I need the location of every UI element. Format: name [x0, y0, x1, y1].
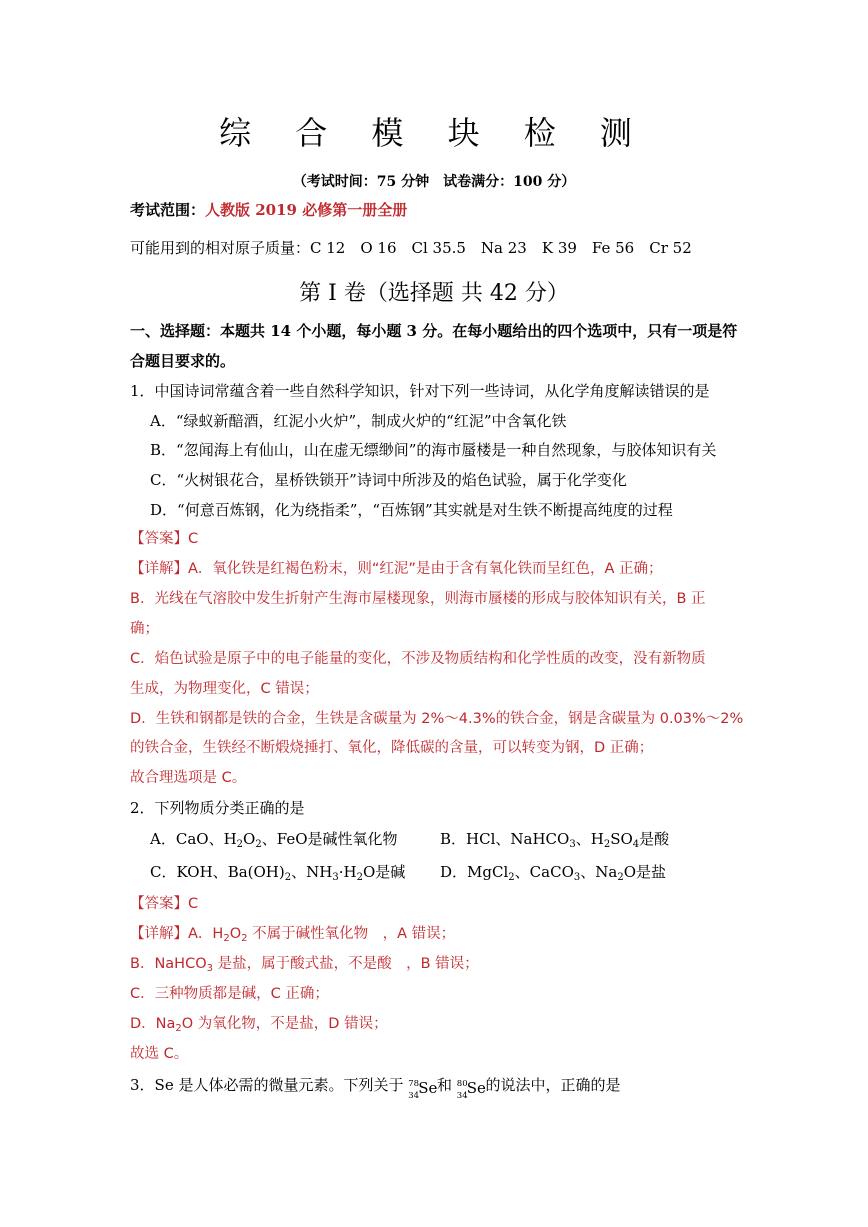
- q1-option-d: D．“何意百炼钢，化为绕指柔”，“百炼钢”其实就是对生铁不断提高纯度的过程: [150, 501, 673, 519]
- q2-detail-line: 【详解】A．$H_2O_2$ 不属于碱性氧化物 ，A 错误；: [130, 926, 456, 944]
- q1-detail-line: 的铁合金，生铁经不断煅烧捶打、氧化，降低碳的含量，可以转变为钢，D 正确；: [130, 740, 654, 756]
- q1-answer: 【答案】C: [130, 531, 199, 547]
- q1-option-b: B．“忽闻海上有仙山，山在虚无缥缈间”的海市蜃楼是一种自然现象，与胶体知识有关: [150, 441, 717, 459]
- volume-title: 第 I 卷（选择题 共 42 分）: [299, 281, 569, 306]
- q2-answer: 【答案】C: [130, 896, 199, 912]
- q2-detail-line: C．三种物质都是碱，C 正确；: [130, 986, 329, 1002]
- exam-scope: [130, 199, 407, 221]
- q2-detail-line: 故选 C。: [130, 1046, 189, 1062]
- q2-option-b: B．HCl、NaHCO$_3$、$H_2SO_4$是酸: [440, 830, 670, 850]
- q1-detail-line: B．光线在气溶胶中发生折射产生海市屋楼现象，则海市蜃楼的形成与胶体知识有关，B 正: [130, 591, 706, 607]
- q1-detail-line: C．焰色试验是原子中的电子能量的变化，不涉及物质结构和化学性质的改变，没有新物质: [130, 651, 706, 667]
- q1-detail-line: 生成，为物理变化，C 错误；: [130, 681, 319, 697]
- section-heading-line2: 合题目要求的。: [130, 352, 236, 370]
- q1-option-c: C．“火树银花合，星桥铁锁开”诗词中所涉及的焰色试验，属于化学变化: [150, 471, 627, 489]
- exam-scope-label: 考试范围：: [130, 201, 206, 219]
- atomic-mass-line: 可能用到的相对原子质量：C 12 O 16 Cl 35.5 Na 23 K 39 Fe 56 Cr 52: [130, 239, 692, 257]
- q1-detail-line: 确；: [130, 621, 159, 637]
- q1-stem: 1．中国诗词常蕴含着一些自然科学知识，针对下列一些诗词，从化学角度解读错误的是: [130, 382, 710, 400]
- isotope-se-80: 80 34 Se: [456, 1079, 486, 1101]
- q2-detail-line: D．$Na_2O$ 为氧化物，不是盐，D 错误；: [130, 1016, 388, 1034]
- q1-detail-line: 故合理选项是 C。: [130, 770, 247, 786]
- isotope-se-78: 78 34 Se: [408, 1079, 438, 1101]
- exam-scope-value: 人教版 2019 必修第一册全册: [205, 201, 408, 219]
- q1-detail-line: 【详解】A．氧化铁是红褐色粉末，则“红泥”是由于含有氧化铁而呈红色，A 正确；: [130, 561, 663, 577]
- q2-option-a: A．CaO、$H_2O_2$、FeO是碱性氧化物: [150, 830, 398, 850]
- page-title: 综 合 模 块 检 测: [219, 114, 649, 152]
- q1-option-a: A．“绿蚁新醅酒，红泥小火炉”，制成火炉的“红泥”中含氧化铁: [150, 412, 567, 430]
- q2-option-c: C．KOH、$Ba(OH)_2$、$NH_3\cdot H_2O$是碱: [150, 863, 406, 883]
- q3-stem: 3．Se 是人体必需的微量元素。下列关于 78 34 Se 和 80 34 Se 的说法中，正确的是: [130, 1076, 621, 1101]
- q2-detail-line: B．NaHCO$_3$ 是盐，属于酸式盐，不是酸 ，B 错误；: [130, 956, 479, 974]
- q2-option-d: D．MgCl$_2$、CaCO$_3$、$Na_2O$是盐: [440, 863, 667, 883]
- section-heading-line1: 一、选择题：本题共 14 个小题，每小题 3 分。在每小题给出的四个选项中，只有一项是符: [130, 322, 738, 340]
- q2-stem: 2．下列物质分类正确的是: [130, 799, 305, 817]
- exam-info: （考试时间：75 分钟 试卷满分：100 分）: [292, 174, 576, 190]
- q1-detail-line: D．生铁和钢都是铁的合金，生铁是含碳量为 2%～4.3%的铁合金，钢是含碳量为 0.03%～2%: [130, 711, 744, 727]
